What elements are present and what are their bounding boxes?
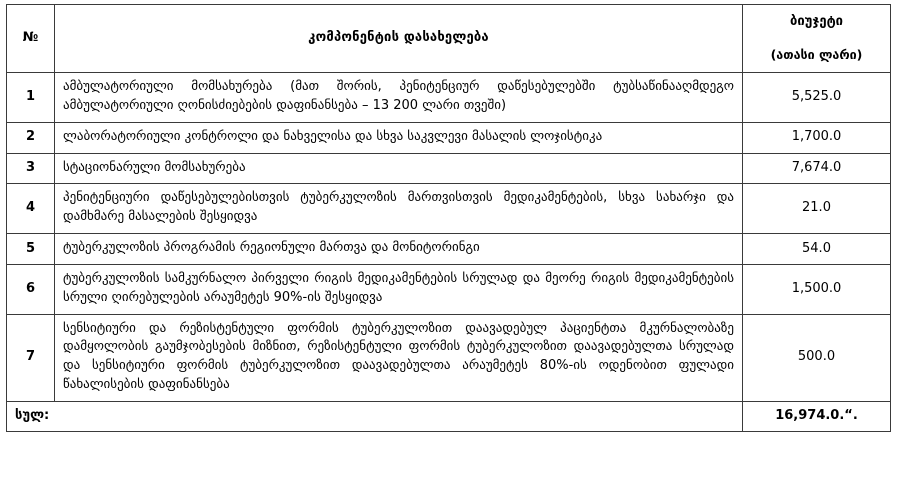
row-amount: 7,674.0 bbox=[743, 153, 891, 184]
column-header-description: კომპონენტის დასახელება bbox=[55, 5, 743, 73]
table-header bbox=[7, 5, 891, 73]
column-header-budget-title: ბიუჯეტი bbox=[790, 14, 843, 30]
row-description: ლაბორატორიული კონტროლი და ნახველისა და სხვა საკვლევი მასალის ლოჯისტიკა bbox=[55, 122, 743, 153]
table-row bbox=[7, 234, 891, 265]
row-amount: 5,525.0 bbox=[743, 73, 891, 123]
row-number: 2 bbox=[7, 122, 55, 153]
row-description: ტუბერკულოზის სამკურნალო პირველი რიგის მედიკამენტების სრულად და მეორე რიგის მედიკამენტების სრული ღირებულების არაუმეტეს 90%-ის შესყიდვა bbox=[55, 264, 743, 314]
column-header-number: № bbox=[7, 5, 55, 73]
table-total-row bbox=[7, 401, 891, 431]
row-number: 5 bbox=[7, 234, 55, 265]
total-label: სულ: bbox=[7, 401, 743, 431]
table-row bbox=[7, 184, 891, 234]
table-header-row bbox=[7, 5, 891, 73]
row-number: 3 bbox=[7, 153, 55, 184]
row-description: ტუბერკულოზის პროგრამის რეგიონული მართვა და მონიტორინგი bbox=[55, 234, 743, 265]
table-row bbox=[7, 264, 891, 314]
row-amount: 21.0 bbox=[743, 184, 891, 234]
row-number: 6 bbox=[7, 264, 55, 314]
row-amount: 500.0 bbox=[743, 314, 891, 401]
table-row bbox=[7, 122, 891, 153]
row-number: 7 bbox=[7, 314, 55, 401]
row-amount: 1,500.0 bbox=[743, 264, 891, 314]
row-number: 4 bbox=[7, 184, 55, 234]
row-description: პენიტენციური დაწესებულებისთვის ტუბერკულოზის მართვისთვის მედიკამენტების, სხვა სახარჯი და დამხმარე მასალების შესყიდვა bbox=[55, 184, 743, 234]
row-description: სტაციონარული მომსახურება bbox=[55, 153, 743, 184]
column-header-budget-unit: (ათასი ლარი) bbox=[770, 46, 863, 62]
table-row bbox=[7, 73, 891, 123]
row-description: სენსიტიური და რეზისტენტული ფორმის ტუბერკულოზით დაავადებულ პაციენტთა მკურნალობაზე დამყოლობის გაუმჯობესების მიზნით, რეზისტენტული ფორმის ტუბერკულოზით დაავადებულთა სრულად და სენსიტიური ფორმის ტუბერკულოზით დაავადებულთა არაუმეტეს 80%-ის ოდენობით ფულადი წახალისების დაფინანსება bbox=[55, 314, 743, 401]
table-row bbox=[7, 153, 891, 184]
row-description: ამბულატორიული მომსახურება (მათ შორის, პენიტენციურ დაწესებულებში ტუბსაწინააღმდეგო ამბულატორიული ღონისძიებების დაფინანსება – 13 200 ლარი თვეში) bbox=[55, 73, 743, 123]
budget-table bbox=[6, 4, 891, 432]
table-row bbox=[7, 314, 891, 401]
row-amount: 1,700.0 bbox=[743, 122, 891, 153]
column-header-budget bbox=[743, 5, 891, 73]
total-amount: 16,974.0.“. bbox=[743, 401, 891, 431]
row-amount: 54.0 bbox=[743, 234, 891, 265]
table-body bbox=[7, 73, 891, 432]
row-number: 1 bbox=[7, 73, 55, 123]
